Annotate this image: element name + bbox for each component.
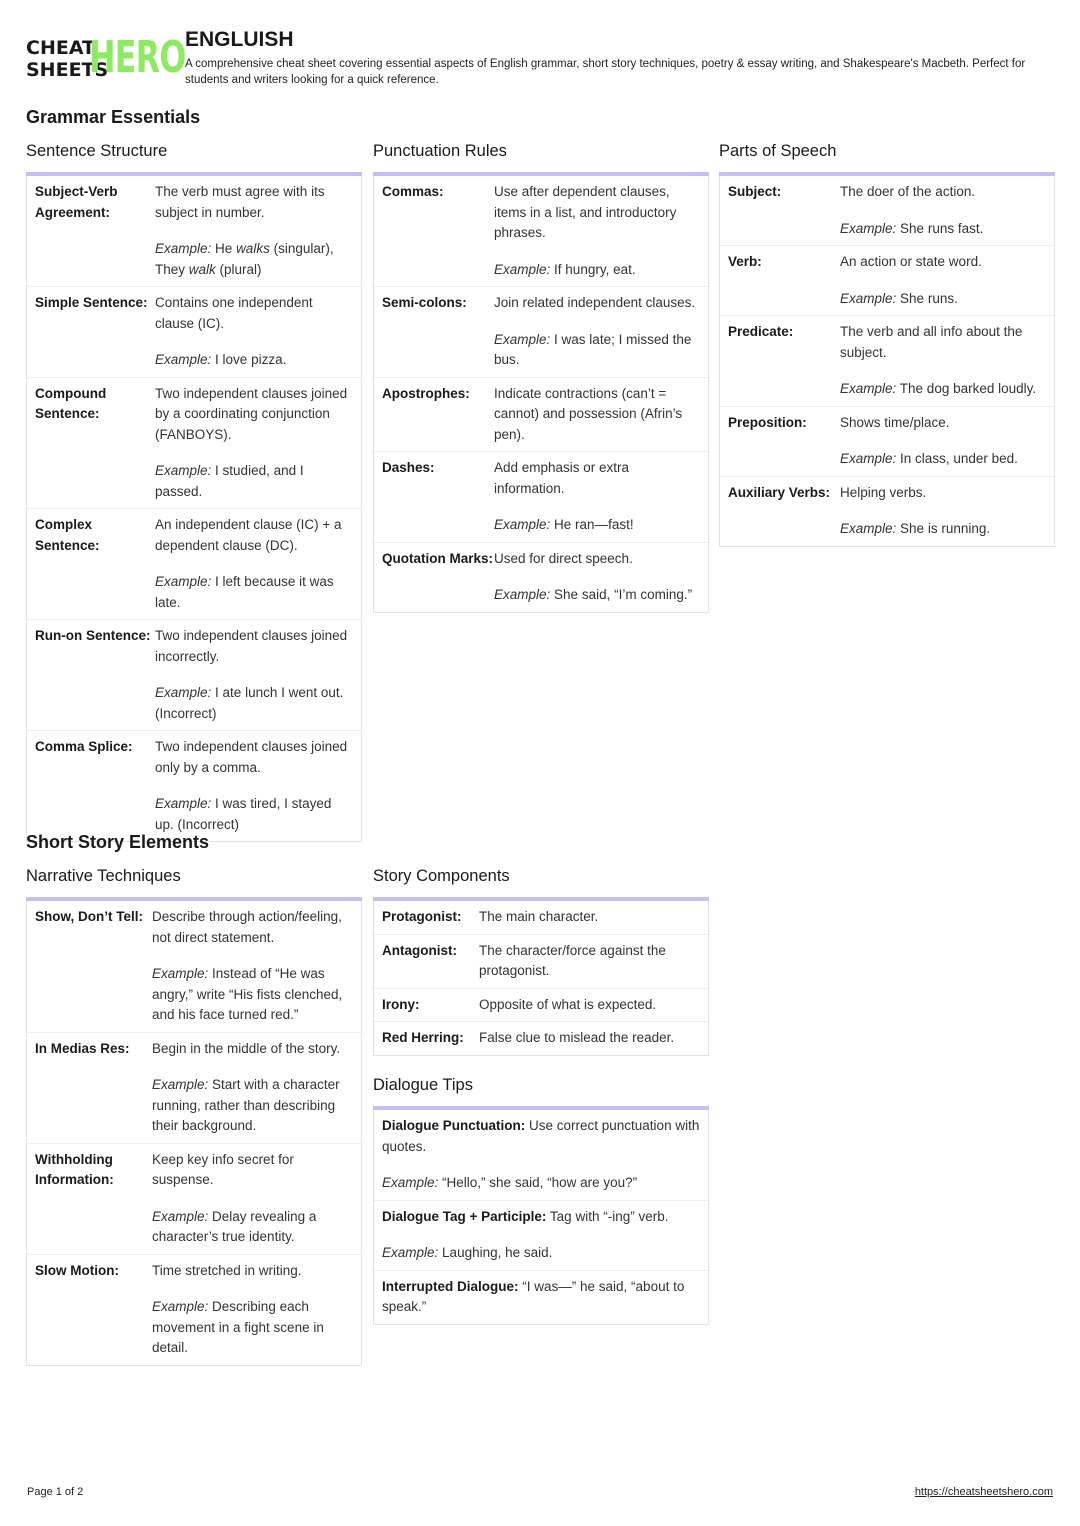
table-row bbox=[720, 476, 1054, 546]
description-text: The main character. bbox=[479, 909, 599, 924]
dialogue-tips-table bbox=[373, 1110, 709, 1325]
row-description bbox=[479, 1028, 700, 1049]
example-label: Example: bbox=[382, 1175, 439, 1190]
row-description bbox=[840, 483, 1046, 540]
row-term: In Medias Res: bbox=[35, 1040, 130, 1056]
table-row bbox=[374, 286, 708, 377]
row-term: Antagonist: bbox=[382, 942, 457, 958]
page-number: Page 1 of 2 bbox=[27, 1486, 84, 1498]
table-row bbox=[720, 315, 1054, 406]
table-row bbox=[720, 406, 1054, 476]
example-label: Example: bbox=[152, 1077, 209, 1092]
row-description bbox=[152, 1039, 353, 1137]
example-value: If hungry, eat. bbox=[554, 261, 636, 277]
subsection-title-components: Story Components bbox=[373, 867, 510, 885]
table-row bbox=[27, 508, 361, 619]
description-text: Contains one independent clause (IC). bbox=[155, 295, 313, 331]
row-description: “I was—” he said, “about to speak.” bbox=[382, 1278, 685, 1314]
row-term: Dialogue Tag + Participle: bbox=[382, 1208, 547, 1224]
description-text: Join related independent clauses. bbox=[494, 295, 696, 310]
example-value: She is running. bbox=[900, 521, 991, 536]
example-text bbox=[840, 519, 1046, 540]
row-term: Commas: bbox=[382, 184, 444, 199]
description-text: Use after dependent clauses, items in a list, and introductory phrases. bbox=[494, 184, 677, 240]
description-text: Keep key info secret for suspense. bbox=[152, 1151, 294, 1187]
example-value: She said, “I’m coming.” bbox=[554, 587, 693, 602]
description-text: Indicate contractions (can’t = cannot) and possession (Afrin’s pen). bbox=[494, 385, 683, 442]
example-label: Example: bbox=[382, 1245, 439, 1260]
row-term: Interrupted Dialogue: bbox=[382, 1278, 519, 1294]
example-label: Example: bbox=[840, 381, 897, 396]
example-text bbox=[840, 289, 1046, 310]
row-term: Slow Motion: bbox=[35, 1262, 119, 1278]
row-description bbox=[494, 549, 700, 606]
example-fragment: (plural) bbox=[215, 261, 262, 277]
example-text bbox=[155, 461, 353, 502]
subsection-title-dialogue: Dialogue Tips bbox=[373, 1076, 473, 1094]
example-label: Example: bbox=[152, 966, 209, 981]
table-row bbox=[720, 245, 1054, 315]
example-text bbox=[840, 379, 1046, 400]
row-description bbox=[494, 458, 700, 536]
row-term: Show, Don’t Tell: bbox=[35, 909, 143, 924]
example-value: The dog barked loudly. bbox=[899, 381, 1037, 396]
example-text bbox=[382, 1243, 700, 1264]
example-label: Example: bbox=[155, 463, 212, 478]
row-term: Comma Splice: bbox=[35, 739, 133, 754]
row-term: Irony: bbox=[382, 996, 420, 1012]
example-text bbox=[382, 1173, 700, 1194]
example-label: Example: bbox=[840, 220, 897, 236]
subsection-title-punctuation: Punctuation Rules bbox=[373, 142, 507, 160]
row-term: Compound Sentence: bbox=[35, 385, 107, 421]
row-description bbox=[840, 322, 1046, 400]
table-row bbox=[27, 377, 361, 509]
table-row bbox=[374, 901, 708, 934]
example-text bbox=[494, 260, 700, 281]
example-label: Example: bbox=[152, 1208, 209, 1224]
example-label: Example: bbox=[840, 290, 897, 306]
table-row bbox=[374, 1021, 708, 1055]
table-row bbox=[374, 451, 708, 542]
table-row bbox=[374, 1270, 708, 1324]
example-label: Example: bbox=[840, 521, 897, 536]
table-row bbox=[374, 1110, 708, 1200]
row-term: Run-on Sentence: bbox=[35, 628, 151, 643]
row-description bbox=[479, 995, 700, 1016]
row-description bbox=[479, 941, 700, 982]
table-row bbox=[374, 377, 708, 452]
row-term: Red Herring: bbox=[382, 1030, 464, 1045]
example-label: Example: bbox=[155, 241, 212, 256]
subsection-title-narrative: Narrative Techniques bbox=[26, 867, 181, 885]
example-text bbox=[155, 683, 353, 724]
row-description bbox=[155, 737, 353, 835]
example-value: I left because it was late. bbox=[155, 574, 334, 610]
table-row bbox=[374, 1200, 708, 1270]
section-title-story: Short Story Elements bbox=[26, 832, 210, 852]
row-term: Predicate: bbox=[728, 324, 794, 339]
table-row bbox=[27, 901, 361, 1032]
row-term: Subject: bbox=[728, 184, 782, 199]
example-text bbox=[840, 449, 1046, 470]
example-label: Example: bbox=[494, 587, 551, 602]
table-row bbox=[374, 988, 708, 1022]
row-description bbox=[479, 907, 700, 928]
description-text: Two independent clauses joined incorrectly. bbox=[155, 628, 348, 664]
example-text bbox=[155, 350, 353, 371]
example-text bbox=[494, 585, 700, 606]
example-label: Example: bbox=[155, 352, 212, 367]
row-text bbox=[382, 1207, 700, 1228]
logo-sheets-text: SHEETS bbox=[26, 59, 109, 81]
description-text: Add emphasis or extra information. bbox=[494, 460, 630, 496]
row-term: Withholding Information: bbox=[35, 1151, 114, 1187]
section-title-grammar: Grammar Essentials bbox=[26, 107, 201, 127]
row-description bbox=[494, 182, 700, 280]
example-value: She runs fast. bbox=[900, 220, 984, 236]
row-description bbox=[494, 293, 700, 371]
row-term: Complex Sentence: bbox=[35, 517, 100, 553]
example-fragment: walk bbox=[188, 261, 216, 277]
example-text bbox=[494, 330, 700, 371]
example-value: I ate lunch I went out. (Incorrect) bbox=[155, 685, 344, 721]
row-term: Simple Sentence: bbox=[35, 295, 148, 310]
row-term: Semi-colons: bbox=[382, 295, 467, 310]
logo-cheat-text: CHEAT bbox=[26, 37, 96, 59]
row-description bbox=[155, 515, 353, 613]
row-description bbox=[155, 384, 353, 503]
example-text bbox=[155, 794, 353, 835]
description-text: The character/force against the protagonist. bbox=[479, 942, 666, 978]
row-term: Dashes: bbox=[382, 460, 435, 475]
description-text: Shows time/place. bbox=[840, 414, 950, 430]
description-text: Used for direct speech. bbox=[494, 550, 633, 566]
description-text: The verb and all info about the subject. bbox=[840, 324, 1023, 360]
example-text bbox=[840, 219, 1046, 240]
description-text: The verb must agree with its subject in number. bbox=[155, 184, 325, 220]
example-value: Instead of “He was angry,” write “His fists clenched, and his face turned red.” bbox=[152, 966, 343, 1022]
table-row bbox=[27, 176, 361, 286]
description-text: An action or state word. bbox=[840, 254, 982, 269]
row-description bbox=[155, 182, 353, 280]
subsection-title-sentence-structure: Sentence Structure bbox=[26, 142, 168, 160]
table-row bbox=[720, 176, 1054, 245]
page-title: ENGLUISH bbox=[185, 28, 294, 51]
story-components-table bbox=[373, 901, 709, 1056]
table-row bbox=[27, 619, 361, 730]
description-text: Two independent clauses joined by a coordinating conjunction (FANBOYS). bbox=[155, 385, 348, 442]
example-value: I was late; I missed the bus. bbox=[494, 331, 692, 367]
table-row bbox=[27, 730, 361, 841]
footer-website-link[interactable]: https://cheatsheetshero.com bbox=[914, 1486, 1053, 1498]
table-row bbox=[374, 934, 708, 988]
example-value: “Hello,” she said, “how are you?” bbox=[442, 1175, 638, 1190]
sentence-structure-table bbox=[26, 176, 362, 842]
example-text bbox=[152, 964, 353, 1026]
example-value: Delay revealing a character’s true identity. bbox=[152, 1208, 317, 1244]
description-text: False clue to mislead the reader. bbox=[479, 1030, 675, 1045]
example-label: Example: bbox=[840, 451, 897, 466]
description-text: Opposite of what is expected. bbox=[479, 996, 657, 1012]
example-label: Example: bbox=[152, 1299, 209, 1314]
description-text: Time stretched in writing. bbox=[152, 1262, 302, 1278]
example-text bbox=[152, 1297, 353, 1359]
row-description bbox=[155, 293, 353, 371]
example-value: I love pizza. bbox=[215, 352, 287, 367]
example-label: Example: bbox=[494, 517, 551, 532]
row-term: Subject-Verb Agreement: bbox=[35, 184, 118, 220]
parts-of-speech-table bbox=[719, 176, 1055, 547]
description-text: Begin in the middle of the story. bbox=[152, 1040, 341, 1056]
example-text bbox=[494, 515, 700, 536]
table-row bbox=[27, 1143, 361, 1254]
example-value: Describing each movement in a fight scene in detail. bbox=[152, 1299, 324, 1355]
row-term: Auxiliary Verbs: bbox=[728, 484, 831, 500]
logo-hero-text: HERO bbox=[89, 32, 186, 83]
row-description: Tag with “-ing” verb. bbox=[546, 1208, 669, 1224]
table-row bbox=[374, 176, 708, 286]
row-text bbox=[382, 1116, 700, 1157]
example-value: I was tired, I stayed up. (Incorrect) bbox=[155, 796, 332, 832]
table-row bbox=[27, 1032, 361, 1143]
row-text bbox=[382, 1277, 700, 1318]
row-term: Preposition: bbox=[728, 414, 807, 430]
example-label: Example: bbox=[494, 331, 551, 347]
example-value: In class, under bed. bbox=[900, 451, 1018, 466]
row-description bbox=[152, 1261, 353, 1359]
page-header bbox=[26, 28, 1056, 92]
row-term: Verb: bbox=[728, 254, 762, 269]
row-description bbox=[152, 1150, 353, 1248]
description-text: An independent clause (IC) + a dependent clause (DC). bbox=[155, 517, 342, 553]
row-description: Use correct punctuation with quotes. bbox=[382, 1118, 700, 1154]
example-text bbox=[152, 1207, 353, 1248]
row-description bbox=[840, 182, 1046, 239]
example-value: Laughing, he said. bbox=[442, 1245, 553, 1260]
row-term: Dialogue Punctuation: bbox=[382, 1118, 526, 1133]
row-description bbox=[840, 252, 1046, 309]
example-fragment: He bbox=[215, 241, 237, 256]
row-term: Protagonist: bbox=[382, 909, 462, 924]
subsection-title-parts-of-speech: Parts of Speech bbox=[719, 142, 837, 160]
example-text bbox=[155, 572, 353, 613]
cheatsheetshero-logo[interactable] bbox=[26, 32, 186, 83]
table-row bbox=[27, 1254, 361, 1365]
table-row bbox=[27, 286, 361, 377]
description-text: Two independent clauses joined only by a comma. bbox=[155, 739, 348, 775]
example-text bbox=[155, 239, 353, 280]
row-description bbox=[155, 626, 353, 724]
table-row bbox=[374, 542, 708, 612]
example-text bbox=[152, 1075, 353, 1137]
punctuation-table bbox=[373, 176, 709, 613]
example-value: She runs. bbox=[900, 290, 958, 306]
description-text: Helping verbs. bbox=[840, 484, 927, 500]
description-text: Describe through action/feeling, not direct statement. bbox=[152, 909, 342, 945]
example-value: I studied, and I passed. bbox=[155, 463, 304, 499]
row-description bbox=[152, 907, 353, 1026]
description-text: The doer of the action. bbox=[840, 184, 976, 199]
narrative-techniques-table bbox=[26, 901, 362, 1366]
page-description: A comprehensive cheat sheet covering essential aspects of English grammar, short story techniques, poetry & essay writing, and Shakespeare's Macbeth. Perfect for students and writers looking for a quick reference. bbox=[185, 58, 1026, 86]
example-label: Example: bbox=[494, 261, 551, 277]
row-term: Apostrophes: bbox=[382, 385, 470, 401]
example-label: Example: bbox=[155, 685, 212, 700]
row-description bbox=[840, 413, 1046, 470]
example-label: Example: bbox=[155, 574, 212, 589]
example-value: Start with a character running, rather than describing their background. bbox=[152, 1077, 340, 1133]
row-term: Quotation Marks: bbox=[382, 550, 494, 566]
example-value: He ran—fast! bbox=[554, 517, 634, 532]
example-fragment: walks bbox=[236, 241, 270, 256]
example-fragment: (singular), They bbox=[155, 241, 334, 277]
example-label: Example: bbox=[155, 796, 212, 811]
row-description bbox=[494, 384, 700, 446]
